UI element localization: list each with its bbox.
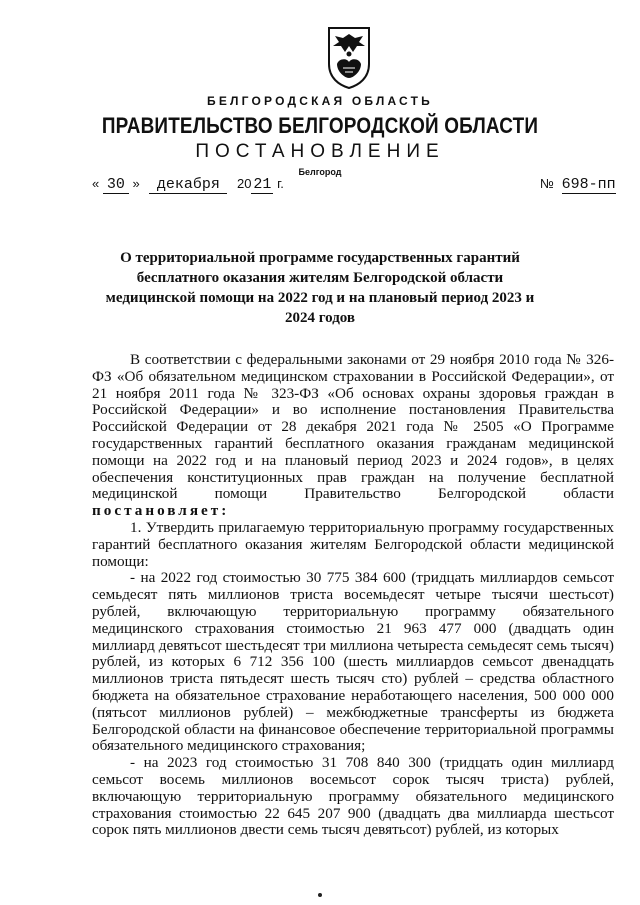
preamble-paragraph: [92, 352, 614, 520]
resolves-word: постановляет:: [92, 502, 230, 520]
preamble-text: В соответствии с федеральными законами от 29 ноября 2010 года № 326-ФЗ «Об обязательном медицинском страховании в Российской Федерации», от 21 ноября 2011 года № 323-ФЗ «Об основах охраны здоровья граждан в Российской Федерации» и во исполнение постановления Правительства Российской Федерации от 28 декабря 2021 года № 2505 «О Программе государственных гарантий бесплатного оказания гражданам медицинской помощи на 2022 год и на плановый период 2023 и 2024 годов», в целях обеспечения конституционных прав граждан на получение бесплатной медицинской помощи Правительство Белгородской области: [92, 351, 614, 503]
city-name: Белгород: [298, 167, 342, 177]
item-1-2022-paragraph: - на 2022 год стоимостью 30 775 384 600 (тридцать миллиардов семьсот семьдесят пять миллионов триста восемьдесят четыре тысячи шестьсот) рублей, включающую территориальную программу обязательного медицинского страхования стоимостью 21 963 477 000 (двадцать один миллиард девятьсот шестьдесят три миллиона четыреста семьдесят семь тысяч) рублей, из которых 6 712 356 100 (шесть миллиардов семьсот двенадцать миллионов триста пятьдесят шесть тысяч сто) рублей – средства областного бюджета на обязательное страхование неработающего населения, 500 000 000 (пятьсот миллионов рублей) – межбюджетные трансферты из бюджета Белгородской области на финансовое обеспечение территориальной программы обязательного медицинского страхования;: [92, 569, 614, 755]
number-value: 698-пп: [561, 176, 616, 193]
date-year-unit: г.: [277, 176, 284, 191]
date-open-quote: «: [92, 176, 100, 191]
document-body: [92, 352, 614, 839]
date-day: 30: [103, 176, 129, 194]
coat-of-arms-icon: [325, 24, 373, 90]
document-date: [92, 176, 284, 194]
number-label: №: [540, 176, 554, 191]
document-title: О территориальной программе государственных гарантий бесплатного оказания жителям Белгородской области медицинской помощи на 2022 год и на плановый период 2023 и 2024 годов: [105, 250, 535, 326]
date-year-prefix: 20: [236, 176, 252, 191]
document-type: ПОСТАНОВЛЕНИЕ: [195, 141, 445, 162]
item-1-paragraph: 1. Утвердить прилагаемую территориальную программу государственных гарантий бесплатного оказания жителям Белгородской области медицинской помощи:: [92, 518, 614, 570]
region-name: БЕЛГОРОДСКАЯ ОБЛАСТЬ: [207, 94, 433, 108]
page-dot: [318, 893, 322, 897]
date-month: декабря: [149, 176, 227, 194]
date-year-suffix: 21: [253, 176, 272, 193]
item-1-2023-paragraph: - на 2023 год стоимостью 31 708 840 300 (тридцать один миллиард семьсот восемь миллионов восемьсот сорок тысяч триста) рублей, включающую территориальную программу обязательного медицинского страхования стоимостью 22 645 207 900 (двадцать два миллиарда шестьсот сорок пять миллионов двести семь тысяч девятьсот) рублей, из которых: [92, 754, 614, 839]
date-close-quote: »: [132, 176, 140, 191]
government-name: ПРАВИТЕЛЬСТВО БЕЛГОРОДСКОЙ ОБЛАСТИ: [101, 113, 539, 138]
document-number: [540, 176, 616, 193]
